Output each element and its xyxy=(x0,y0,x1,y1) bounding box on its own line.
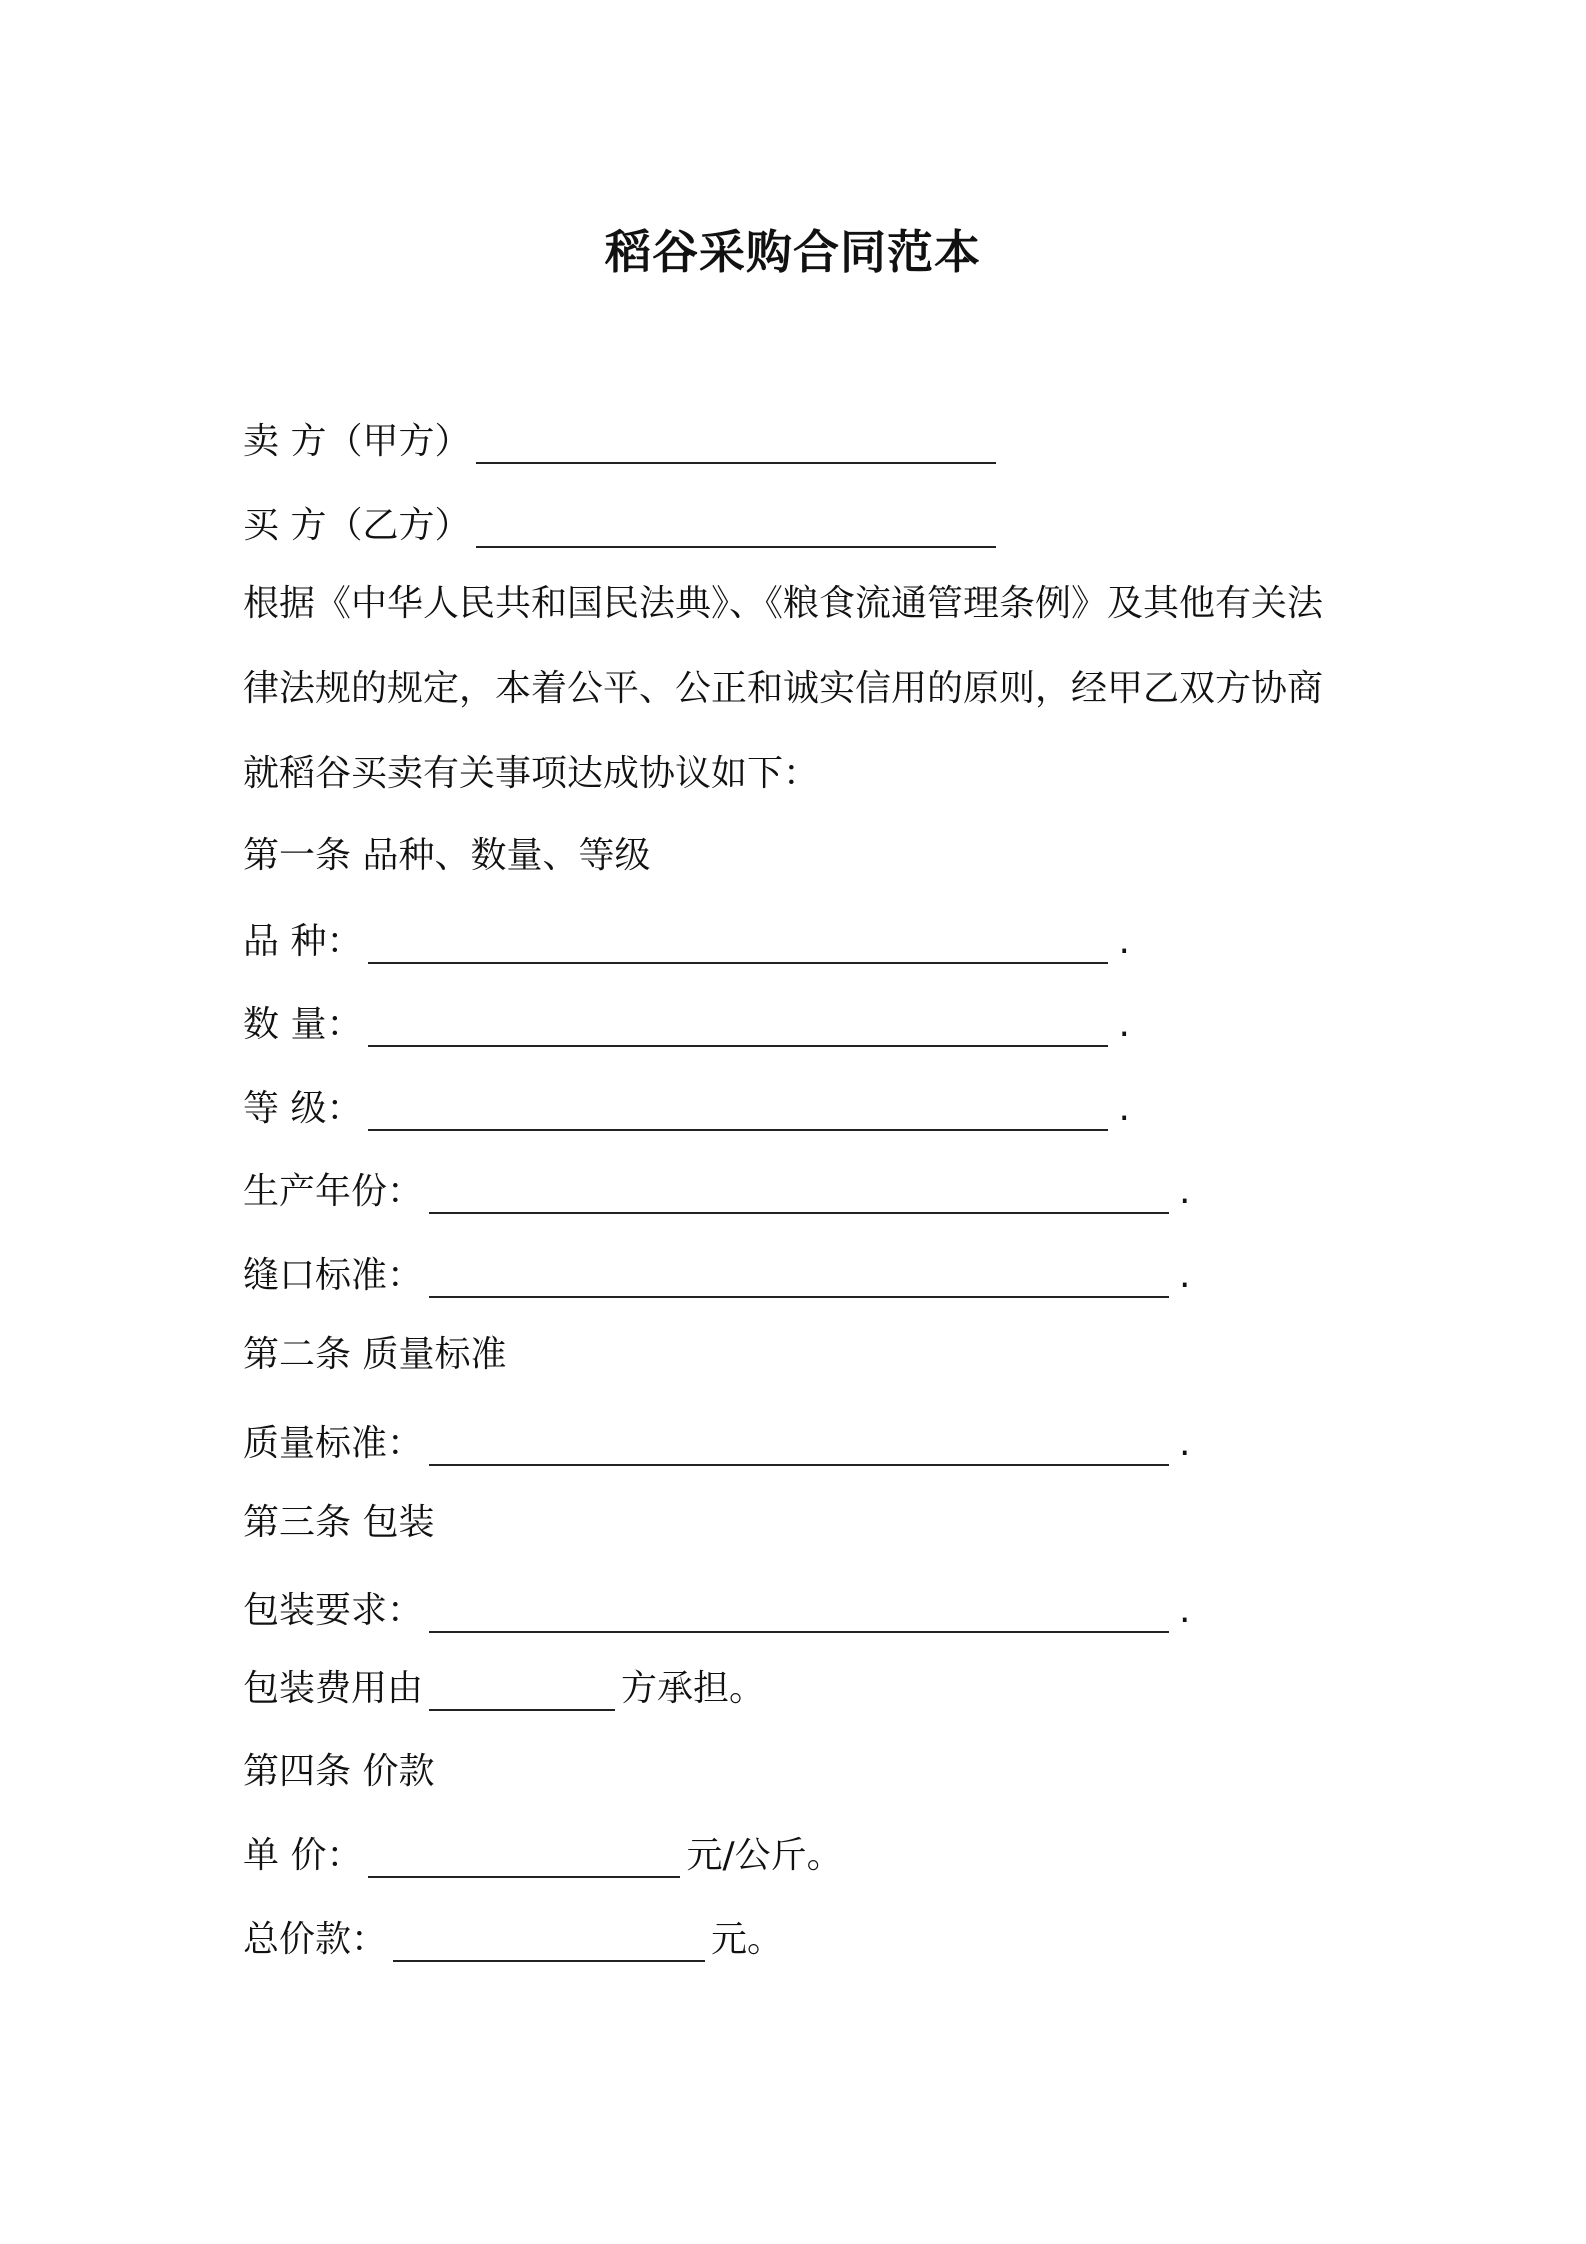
seam-blank[interactable] xyxy=(429,1252,1169,1298)
grade-row xyxy=(243,1085,1130,1133)
unit-price-suffix: 元/公斤。 xyxy=(686,1835,843,1876)
seam-label: 缝口标准： xyxy=(243,1255,424,1296)
quality-period: . xyxy=(1179,1423,1191,1464)
unit-price-blank[interactable] xyxy=(368,1832,680,1878)
total-price-suffix: 元。 xyxy=(711,1919,784,1960)
total-price-label: 总价款： xyxy=(243,1919,388,1960)
grade-period: . xyxy=(1118,1088,1130,1129)
article2-heading: 第二条 质量标准 xyxy=(243,1334,507,1375)
seller-row xyxy=(243,418,1002,466)
preamble-line-2: 律法规的规定，本着公平、公正和诚实信用的原则，经甲乙双方协商 xyxy=(243,668,1324,709)
total-price-blank[interactable] xyxy=(393,1916,705,1962)
packaging-cost-prefix: 包装费用由 xyxy=(243,1668,424,1709)
year-label: 生产年份： xyxy=(243,1171,424,1212)
total-price-row xyxy=(243,1916,783,1964)
quantity-label: 数 量： xyxy=(243,1004,363,1045)
unit-price-label: 单 价： xyxy=(243,1835,363,1876)
document-title: 稻谷采购合同范本 xyxy=(605,225,981,279)
quality-blank[interactable] xyxy=(429,1420,1169,1466)
packaging-label: 包装要求： xyxy=(243,1590,424,1631)
variety-label: 品 种： xyxy=(243,921,363,962)
seam-row xyxy=(243,1252,1190,1300)
article1-heading: 第一条 品种、数量、等级 xyxy=(243,835,651,876)
year-blank[interactable] xyxy=(429,1168,1169,1214)
seam-period: . xyxy=(1179,1255,1191,1296)
buyer-row xyxy=(243,502,1002,550)
packaging-row xyxy=(243,1587,1190,1635)
packaging-period: . xyxy=(1179,1590,1191,1631)
grade-label: 等 级： xyxy=(243,1088,363,1129)
packaging-cost-blank[interactable] xyxy=(429,1665,615,1711)
quantity-period: . xyxy=(1118,1004,1130,1045)
packaging-blank[interactable] xyxy=(429,1587,1169,1633)
variety-period: . xyxy=(1118,921,1130,962)
quality-row xyxy=(243,1420,1190,1468)
seller-blank[interactable] xyxy=(476,418,996,464)
seller-label: 卖 方（甲方） xyxy=(243,421,471,462)
quantity-row xyxy=(243,1001,1130,1049)
quality-label: 质量标准： xyxy=(243,1423,424,1464)
article3-heading: 第三条 包装 xyxy=(243,1502,435,1543)
packaging-cost-suffix: 方承担。 xyxy=(621,1668,766,1709)
year-row xyxy=(243,1168,1190,1216)
buyer-blank[interactable] xyxy=(476,502,996,548)
year-period: . xyxy=(1179,1171,1191,1212)
variety-row xyxy=(243,918,1130,966)
article4-heading: 第四条 价款 xyxy=(243,1751,435,1792)
unit-price-row xyxy=(243,1832,843,1880)
packaging-cost-row xyxy=(243,1665,765,1713)
grade-blank[interactable] xyxy=(368,1085,1108,1131)
quantity-blank[interactable] xyxy=(368,1001,1108,1047)
buyer-label: 买 方（乙方） xyxy=(243,505,471,546)
preamble-line-3: 就稻谷买卖有关事项达成协议如下： xyxy=(243,753,820,794)
preamble-line-1: 根据《中华人民共和国民法典》、《粮食流通管理条例》及其他有关法 xyxy=(243,583,1324,624)
variety-blank[interactable] xyxy=(368,918,1108,964)
